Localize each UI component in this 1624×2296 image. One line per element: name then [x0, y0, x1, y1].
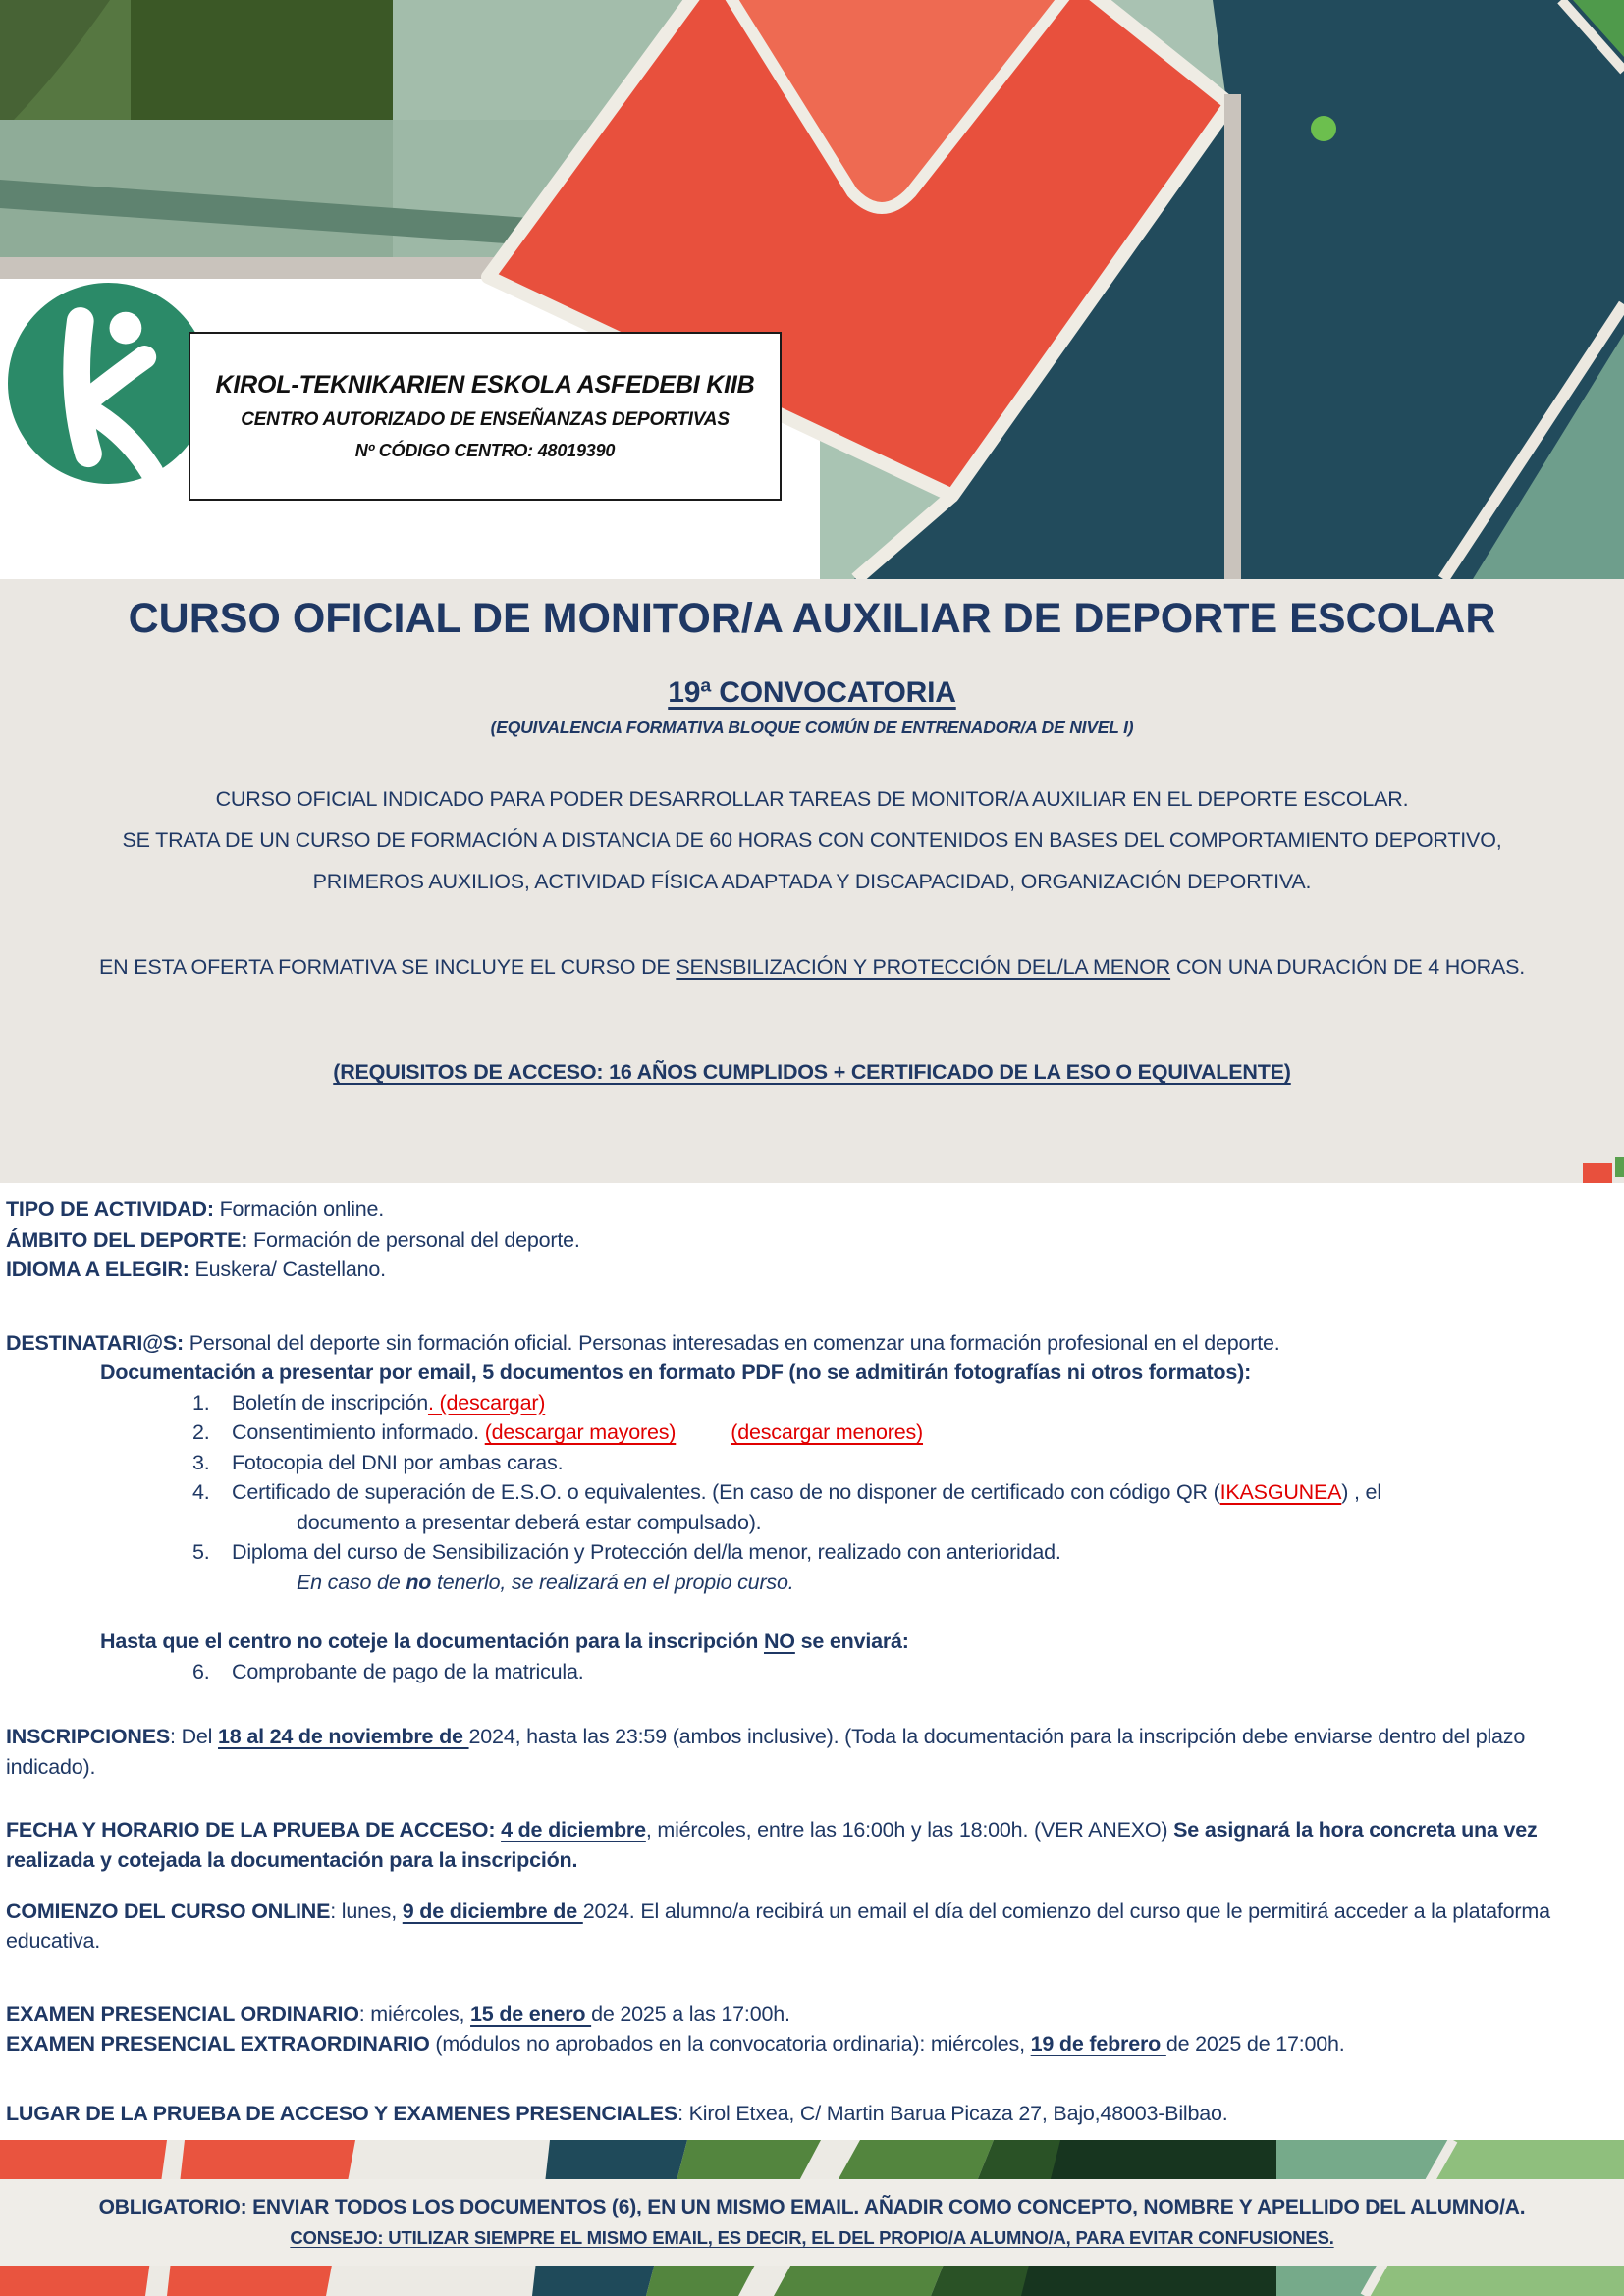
lugar-rest: : Kirol Etxea, C/ Martin Barua Picaza 27, Bajo,48003-Bilbao.: [677, 2101, 1228, 2125]
examen-extraordinario-date: 19 de febrero: [1030, 2032, 1166, 2056]
activity-type-label: TIPO DE ACTIVIDAD:: [6, 1198, 214, 1221]
examen-extraordinario-rest: de 2025 de 17:00h.: [1165, 2032, 1345, 2056]
org-name: KIROL-TEKNIKARIEN ESKOLA ASFEDEBI KIIB: [215, 371, 755, 399]
title-section: [0, 579, 1624, 1183]
doc-item-4: [192, 1477, 1616, 1508]
footer-consejo-line: CONSEJO: UTILIZAR SIEMPRE EL MISMO EMAIL, ES DECIR, EL DEL PROPIO/A ALUMNO/A, PARA EVITAR CONFUSIONES.: [290, 2227, 1334, 2248]
oferta-underlined: SENSBILIZACIÓN Y PROTECCIÓN DEL/LA MENOR: [676, 955, 1171, 979]
comienzo-rest: 2024. El alumno/a recibirá un email el día del comienzo del curso que le permitirá acceder a la plataforma educativa.: [6, 1898, 1550, 1953]
documentacion-line: Documentación a presentar por email, 5 documentos en formato PDF (no se admitirán fotografías ni otros formatos):: [100, 1361, 1252, 1385]
examen-ordinario-date: 15 de enero: [470, 2002, 592, 2026]
cotejo-line: [100, 1627, 1616, 1657]
cotejo-post: se enviará:: [794, 1629, 909, 1654]
intro-line-3: PRIMEROS AUXILIOS, ACTIVIDAD FÍSICA ADAPTADA Y DISCAPACIDAD, ORGANIZACIÓN DEPORTIVA.: [312, 870, 1312, 893]
footer-obligatorio-line: OBLIGATORIO: ENVIAR TODOS LOS DOCUMENTOS (6), EN UN MISMO EMAIL. AÑADIR COMO CONCEPTO, NOMBRE Y APELLIDO DEL ALUMNO/A.: [98, 2196, 1526, 2218]
lugar-label: LUGAR DE LA PRUEBA DE ACCESO Y EXAMENES PRESENCIALES: [6, 2101, 678, 2125]
doc-item-5-text: Diploma del curso de Sensibilización y Protección del/la menor, realizado con anterioridad.: [232, 1540, 1061, 1565]
exams-block: [6, 2000, 1616, 2059]
examen-ordinario-rest: de 2025 a las 17:00h.: [591, 2002, 790, 2026]
activity-type-value: Formación online.: [213, 1198, 385, 1221]
doc-item-2-number: 2.: [192, 1420, 210, 1445]
descargar-mayores-link[interactable]: (descargar mayores): [484, 1420, 677, 1445]
comienzo-paragraph: [6, 1896, 1616, 1956]
org-info-box: [189, 332, 782, 501]
content-section: [0, 1183, 1624, 2140]
kirol-k-person-icon: [8, 283, 209, 484]
note-bold: no: [406, 1570, 432, 1594]
examen-ordinario-line: [6, 2000, 1616, 2030]
doc-item-5-number: 5.: [192, 1540, 210, 1565]
doc-item-3: [192, 1448, 1616, 1478]
prueba-label: FECHA Y HORARIO DE LA PRUEBA DE ACCESO:: [6, 1818, 502, 1842]
examen-ordinario-pre: : miércoles,: [358, 2002, 471, 2026]
destinatarios-block: [6, 1328, 1616, 1598]
doc-item-6-number: 6.: [192, 1659, 210, 1683]
doc-item-1-label: Boletín de inscripción: [232, 1390, 428, 1415]
doc-item-4-pre: Certificado de superación de E.S.O. o equivalentes. (En caso de no disponer de certificado con código QR (: [232, 1480, 1220, 1505]
prueba-date: 4 de diciembre: [501, 1818, 646, 1842]
lugar-line: [6, 2099, 1616, 2129]
inscripciones-dates: 18 al 24 de noviembre de: [218, 1725, 469, 1749]
prueba-bold-tail: Se asignará la hora concreta una vez realizada y cotejada la documentación para la inscripción.: [6, 1818, 1538, 1872]
inscripciones-label: INSCRIPCIONES: [6, 1725, 171, 1749]
doc-item-3-number: 3.: [192, 1450, 210, 1474]
language-line: [6, 1255, 1616, 1285]
language-label: IDIOMA A ELEGIR:: [6, 1257, 189, 1282]
activity-type-line: [6, 1195, 1616, 1225]
descargar-menores-link[interactable]: (descargar menores): [731, 1420, 924, 1445]
doc-item-1: [192, 1388, 1616, 1418]
equivalencia-subtitle: (EQUIVALENCIA FORMATIVA BLOQUE COMÚN DE ENTRENADOR/A DE NIVEL I): [490, 718, 1134, 737]
doc-item-2-label: Consentimiento informado.: [232, 1420, 485, 1445]
doc-item-2-text: [232, 1417, 923, 1448]
intro-line-1: CURSO OFICIAL INDICADO PARA PODER DESARROLLAR TAREAS DE MONITOR/A AUXILIAR EN EL DEPORTE ESCOLAR.: [215, 787, 1409, 811]
doc-item-4-continuation: documento a presentar deberá estar compulsado).: [297, 1510, 762, 1534]
hero-header: [0, 0, 1624, 579]
language-value: Euskera/ Castellano.: [189, 1257, 386, 1282]
org-center-code: Nº CÓDIGO CENTRO: 48019390: [354, 441, 616, 460]
oferta-post: CON UNA DURACIÓN DE 4 HORAS.: [1170, 955, 1526, 979]
sport-scope-line: [6, 1225, 1616, 1255]
examen-extraordinario-line: [6, 2029, 1616, 2059]
footer-band: [0, 2179, 1624, 2266]
inscripciones-sep: : Del: [170, 1725, 219, 1749]
doc-item-5-note: [297, 1568, 1616, 1598]
doc-item-2: [192, 1417, 1616, 1448]
inscripciones-paragraph: [6, 1722, 1616, 1782]
doc-item-1-text: [232, 1388, 545, 1418]
doc-item-6-text: Comprobante de pago de la matricula.: [232, 1659, 584, 1683]
doc-item-4-number: 4.: [192, 1480, 210, 1505]
ikasgunea-link[interactable]: IKASGUNEA: [1219, 1480, 1342, 1505]
intro-line-2: SE TRATA DE UN CURSO DE FORMACIÓN A DISTANCIA DE 60 HORAS CON CONTENIDOS EN BASES DEL COMPORTAMIENTO DEPORTIVO,: [122, 828, 1502, 852]
sport-scope-label: ÁMBITO DEL DEPORTE:: [6, 1227, 248, 1252]
oferta-line: [0, 955, 1624, 980]
prueba-mid: , miércoles, entre las 16:00h y las 18:00h. (VER ANEXO): [645, 1818, 1174, 1842]
footer: [0, 2140, 1624, 2296]
sport-scope-value: Formación de personal del deporte.: [247, 1227, 580, 1252]
destinatarios-text: Personal del deporte sin formación oficial. Personas interesadas en comenzar una formación profesional en el deporte.: [184, 1330, 1280, 1355]
doc-item-3-text: Fotocopia del DNI por ambas caras.: [232, 1450, 564, 1474]
note-post: tenerlo, se realizará en el propio curso.: [431, 1570, 794, 1594]
org-subtitle: CENTRO AUTORIZADO DE ENSEÑANZAS DEPORTIVAS: [241, 409, 730, 430]
doc-item-1-number: 1.: [192, 1390, 210, 1415]
prueba-acceso-paragraph: [6, 1815, 1616, 1875]
note-pre: En caso de: [297, 1570, 406, 1594]
doc-item-5: [192, 1537, 1616, 1568]
examen-extraordinario-label: EXAMEN PRESENCIAL EXTRAORDINARIO: [6, 2032, 436, 2056]
requisitos-line: (REQUISITOS DE ACCESO: 16 AÑOS CUMPLIDOS + CERTIFICADO DE LA ESO O EQUIVALENTE): [333, 1060, 1291, 1084]
examen-extraordinario-paren: (módulos no aprobados en la convocatoria ordinaria): miércoles,: [435, 2032, 1031, 2056]
doc-item-6: [192, 1657, 1616, 1687]
comienzo-date: 9 de diciembre de: [402, 1898, 583, 1923]
descargar-link[interactable]: . (descargar): [427, 1390, 546, 1415]
destinatarios-label: DESTINATARI@S:: [6, 1330, 184, 1355]
doc-item-4-text: [232, 1477, 1381, 1508]
cotejo-pre: Hasta que el centro no coteje la documentación para la inscripción: [100, 1629, 764, 1654]
kirol-logo: [8, 283, 209, 484]
course-title: CURSO OFICIAL DE MONITOR/A AUXILIAR DE DEPORTE ESCOLAR: [128, 595, 1496, 642]
oferta-pre: EN ESTA OFERTA FORMATIVA SE INCLUYE EL CURSO DE: [98, 955, 677, 979]
examen-ordinario-label: EXAMEN PRESENCIAL ORDINARIO: [6, 2002, 359, 2026]
comienzo-pre: : lunes,: [330, 1898, 403, 1923]
convocatoria-heading: 19ª CONVOCATORIA: [668, 676, 956, 709]
decor-green-square: [1615, 1157, 1624, 1177]
doc-item-4-post: ) , el: [1341, 1480, 1381, 1505]
destinatarios-line: [6, 1328, 1616, 1359]
cotejo-no: NO: [763, 1629, 795, 1654]
inscripciones-rest: 2024, hasta las 23:59 (ambos inclusive). (Toda la documentación para la inscripción debe enviarse dentro del plazo indicado).: [6, 1725, 1526, 1779]
comienzo-label: COMIENZO DEL CURSO ONLINE: [6, 1898, 331, 1923]
